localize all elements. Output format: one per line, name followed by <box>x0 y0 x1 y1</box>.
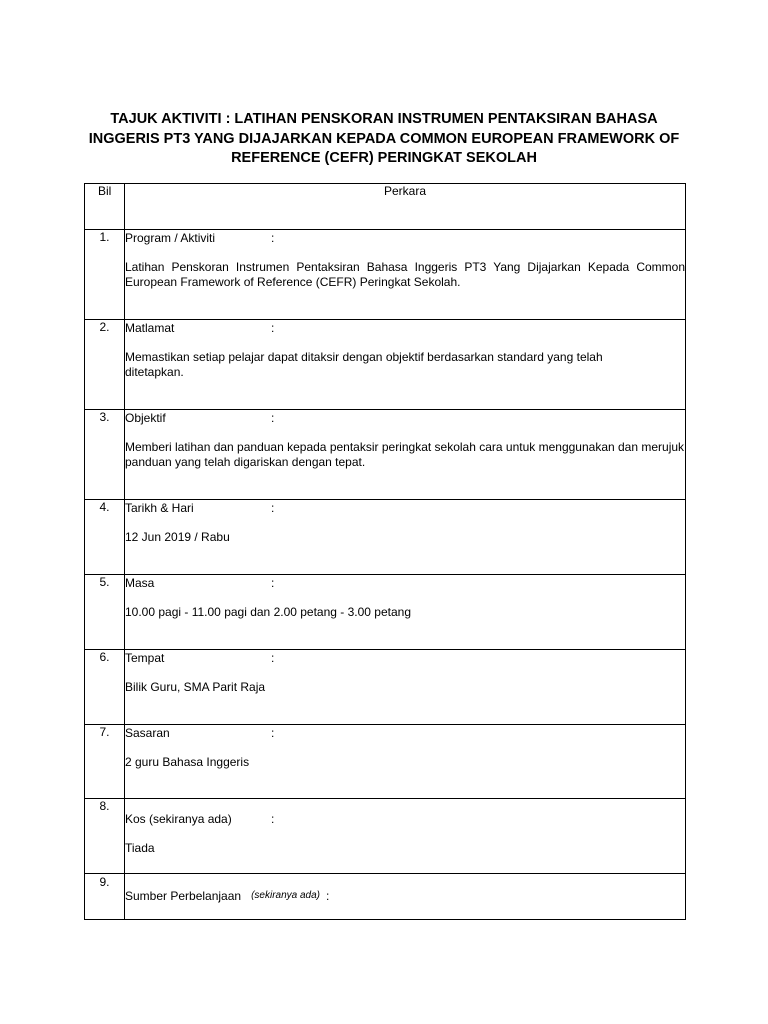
field-value: 10.00 pagi - 11.00 pagi dan 2.00 petang - 3.00 petang <box>125 605 412 619</box>
field-colon: : <box>271 411 275 425</box>
field-colon: : <box>271 321 275 335</box>
row-number: 8. <box>85 799 125 874</box>
field-colon: : <box>271 812 275 826</box>
field-value: Memastikan setiap pelajar dapat ditaksir dengan objektif berdasarkan standard yang telah ditetapkan. <box>125 350 603 379</box>
table-row <box>85 725 686 799</box>
field-label: Objektif <box>125 411 166 425</box>
perkara-header: Perkara <box>125 184 686 230</box>
row-content <box>125 725 686 799</box>
bil-header: Bil <box>85 184 125 230</box>
row-content <box>125 410 686 500</box>
row-content <box>125 575 686 650</box>
field-value: Latihan Penskoran Instrumen Pentaksiran Bahasa Inggeris PT3 Yang Dijajarkan Kepada Common European Framework of Reference (CEFR) Peringkat Sekolah. <box>125 260 685 289</box>
field-value: 12 Jun 2019 / Rabu <box>125 530 230 544</box>
table-row <box>85 500 686 575</box>
row-number: 5. <box>85 575 125 650</box>
field-note: (sekiranya ada) <box>251 890 320 901</box>
row-number: 3. <box>85 410 125 500</box>
document-title: TAJUK AKTIVITI : LATIHAN PENSKORAN INSTRUMEN PENTAKSIRAN BAHASA INGGERIS PT3 YANG DIJAJARKAN KEPADA COMMON EUROPEAN FRAMEWORK OF REFERENCE (CEFR) PERINGKAT SEKOLAH <box>88 111 680 166</box>
row-content <box>125 320 686 410</box>
field-label: Kos (sekiranya ada) <box>125 812 232 826</box>
activity-table <box>84 183 686 920</box>
table-row <box>85 650 686 725</box>
table-row <box>85 874 686 920</box>
table-row <box>85 799 686 874</box>
row-number: 7. <box>85 725 125 799</box>
field-value: Bilik Guru, SMA Parit Raja <box>125 680 266 694</box>
table-row <box>85 320 686 410</box>
row-number: 1. <box>85 230 125 320</box>
row-content <box>125 650 686 725</box>
field-label: Program / Aktiviti <box>125 231 216 245</box>
field-colon: : <box>326 889 330 903</box>
field-colon: : <box>271 501 275 515</box>
row-number: 2. <box>85 320 125 410</box>
row-content <box>125 874 686 920</box>
field-colon: : <box>271 576 275 590</box>
row-number: 4. <box>85 500 125 575</box>
field-label: Tempat <box>125 651 165 665</box>
field-colon: : <box>271 231 275 245</box>
field-colon: : <box>271 726 275 740</box>
row-number: 6. <box>85 650 125 725</box>
table-header-row <box>85 184 686 230</box>
field-label: Matlamat <box>125 321 175 335</box>
field-label: Sumber Perbelanjaan <box>125 889 242 903</box>
table-row <box>85 575 686 650</box>
row-content <box>125 799 686 874</box>
field-label: Tarikh & Hari <box>125 501 194 515</box>
field-value: Memberi latihan dan panduan kepada pentaksir peringkat sekolah cara untuk menggunakan dan merujuk panduan yang telah digariskan dengan tepat. <box>125 440 685 469</box>
field-label: Masa <box>125 576 155 590</box>
field-value: Tiada <box>125 841 155 855</box>
table-row <box>85 230 686 320</box>
field-label: Sasaran <box>125 726 170 740</box>
field-value: 2 guru Bahasa Inggeris <box>125 755 250 769</box>
row-content <box>125 500 686 575</box>
field-colon: : <box>271 651 275 665</box>
table-row <box>85 410 686 500</box>
row-number: 9. <box>85 874 125 920</box>
row-content <box>125 230 686 320</box>
